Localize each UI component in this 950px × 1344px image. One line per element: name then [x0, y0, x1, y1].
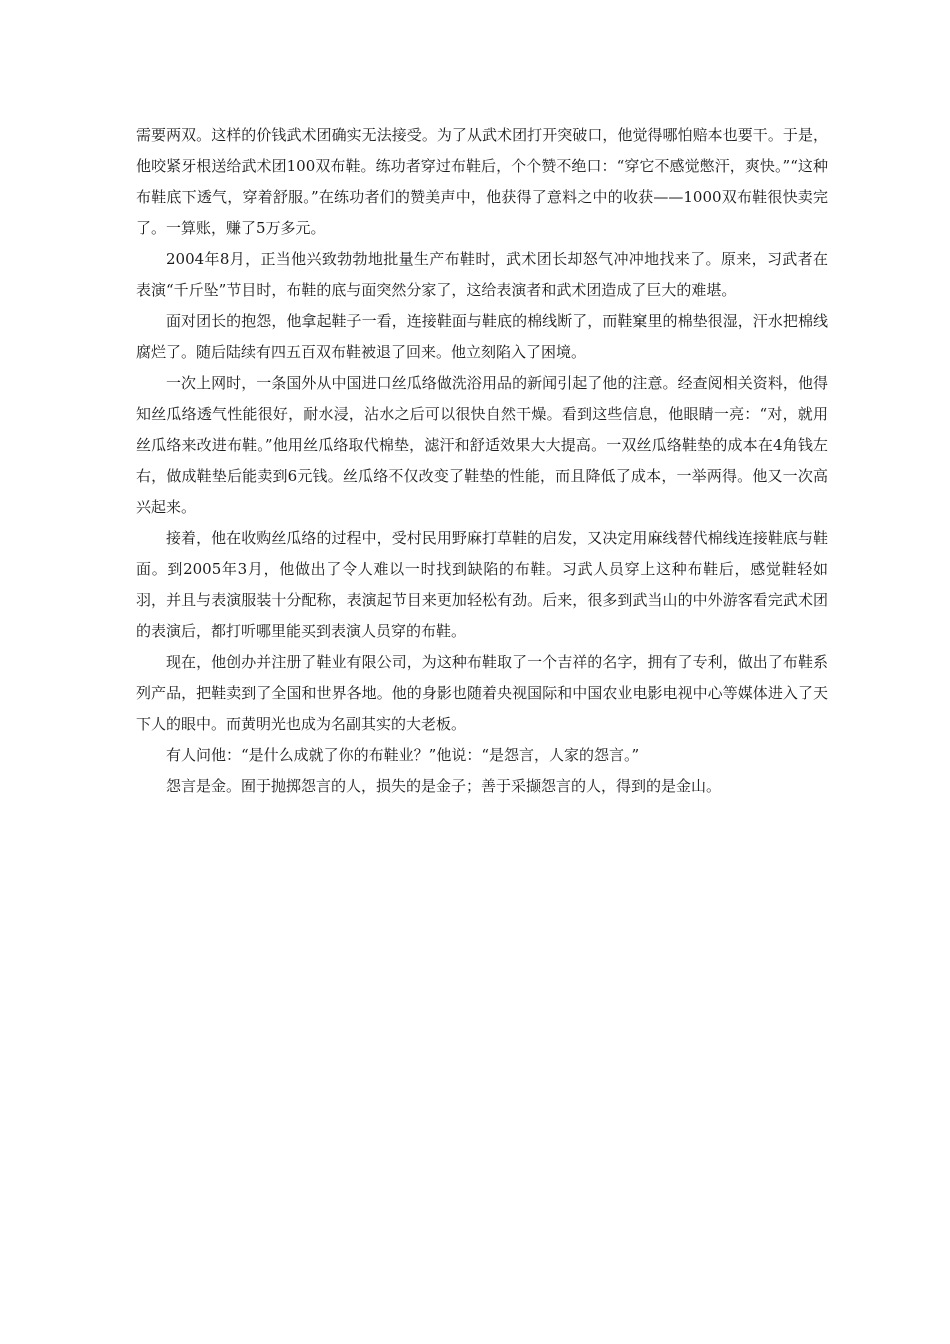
paragraph: 2004年8月，正当他兴致勃勃地批量生产布鞋时，武术团长却怒气冲冲地找来了。原来，习武者在表演“千斤坠”节目时，布鞋的底与面突然分家了，这给表演者和武术团造成了巨大的难堪。	[136, 250, 828, 299]
article-body	[136, 120, 828, 802]
paragraph: 接着，他在收购丝瓜络的过程中，受村民用野麻打草鞋的启发，又决定用麻线替代棉线连接鞋底与鞋面。到2005年3月，他做出了令人难以一时找到缺陷的布鞋。习武人员穿上这种布鞋后，感觉鞋轻如羽，并且与表演服装十分配称，表演起节目来更加轻松有劲。后来，很多到武当山的中外游客看完武术团的表演后，都打听哪里能买到表演人员穿的布鞋。	[136, 529, 828, 640]
paragraph: 怨言是金。囿于抛掷怨言的人，损失的是金子；善于采撷怨言的人，得到的是金山。	[166, 777, 722, 795]
paragraph: 有人问他：“是什么成就了你的布鞋业？”他说：“是怨言，人家的怨言。”	[166, 746, 640, 764]
paragraph: 面对团长的抱怨，他拿起鞋子一看，连接鞋面与鞋底的棉线断了，而鞋窠里的棉垫很湿，汗水把棉线腐烂了。随后陆续有四五百双布鞋被退了回来。他立刻陷入了困境。	[136, 312, 828, 361]
paragraph-continuation: 需要两双。这样的价钱武术团确实无法接受。为了从武术团打开突破口，他觉得哪怕赔本也要干。于是，他咬紧牙根送给武术团100双布鞋。练功者穿过布鞋后，个个赞不绝口：“穿它不感觉憋汗，爽快。”“这种布鞋底下透气，穿着舒服。”在练功者们的赞美声中，他获得了意料之中的收获——1000双布鞋很快卖完了。一算账，赚了5万多元。	[136, 126, 828, 237]
paragraph: 一次上网时，一条国外从中国进口丝瓜络做洗浴用品的新闻引起了他的注意。经查阅相关资料，他得知丝瓜络透气性能很好，耐水浸，沾水之后可以很快自然干燥。看到这些信息，他眼睛一亮：“对，就用丝瓜络来改进布鞋。”他用丝瓜络取代棉垫，滤汗和舒适效果大大提高。一双丝瓜络鞋垫的成本在4角钱左右，做成鞋垫后能卖到6元钱。丝瓜络不仅改变了鞋垫的性能，而且降低了成本，一举两得。他又一次高兴起来。	[136, 374, 828, 516]
paragraph: 现在，他创办并注册了鞋业有限公司，为这种布鞋取了一个吉祥的名字，拥有了专利，做出了布鞋系列产品，把鞋卖到了全国和世界各地。他的身影也随着央视国际和中国农业电影电视中心等媒体进入了天下人的眼中。而黄明光也成为名副其实的大老板。	[136, 653, 828, 733]
